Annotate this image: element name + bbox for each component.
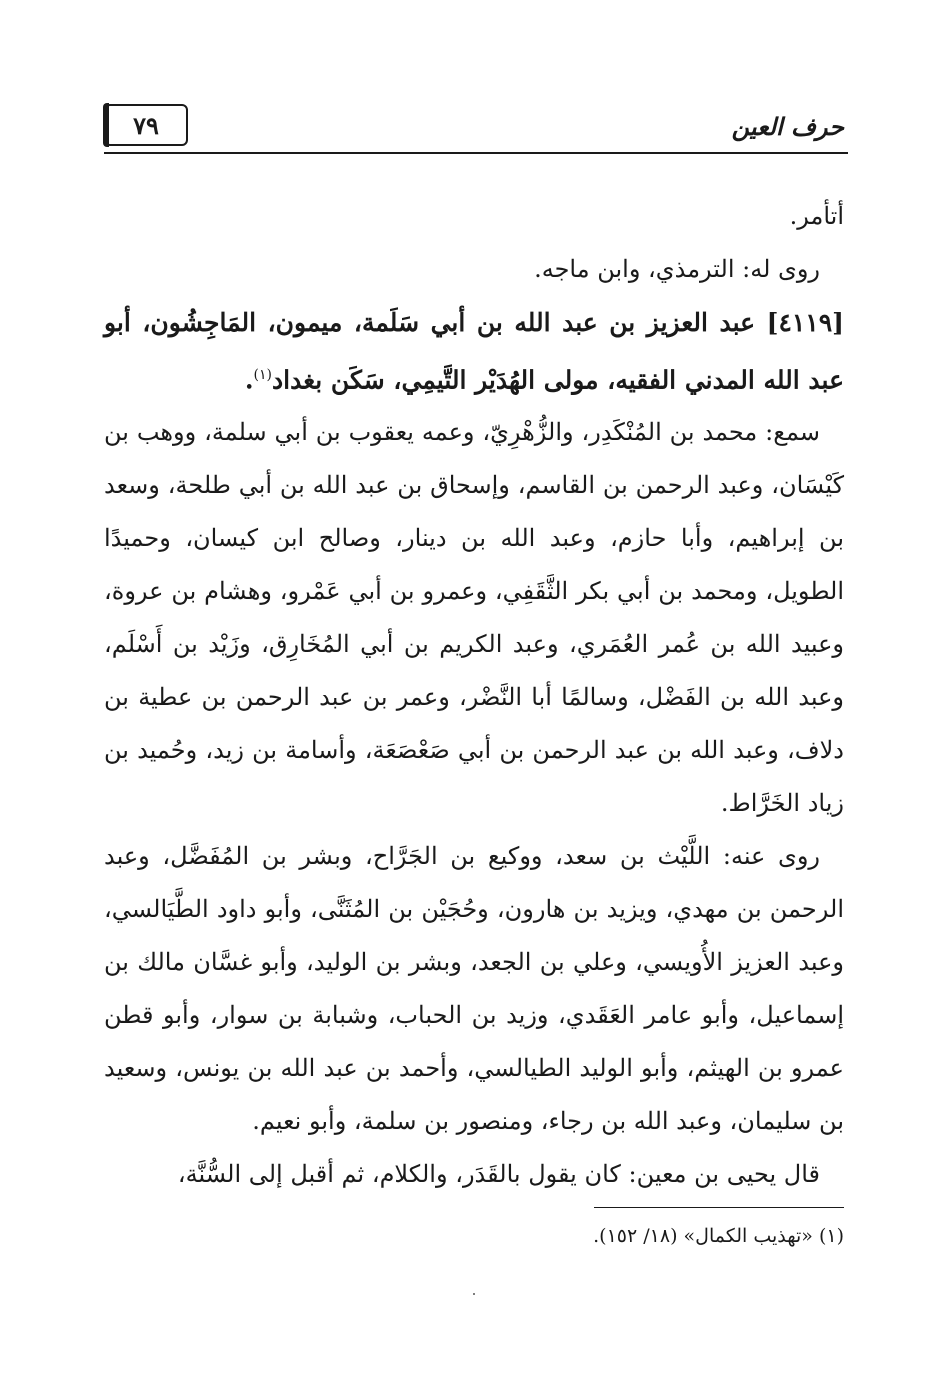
paragraph-continuation: أتأمر.: [789, 202, 844, 230]
speck: [473, 1293, 475, 1295]
footnote: (١) «تهذيب الكمال» (١٨/ ١٥٢).: [593, 1225, 844, 1247]
header-rule: [104, 152, 848, 154]
entry-heading: [104, 296, 844, 406]
entry-heading-end: .: [244, 365, 254, 395]
paragraph-heard-from: سمع: محمد بن المُنْكَدِر، والزُّهْرِيّ، وعمه يعقوب بن أبي سلمة، ووهب بن كَيْسَان، وعبد الرحمن بن القاسم، وإسحاق بن عبد الله بن أبي طلحة، وسعد بن إبراهيم، وأبا حازم، وعبد الله بن دينار، وصالح ابن كيسان، وحميدًا الطويل، ومحمد بن أبي بكر الثَّقَفِي، وعمرو بن أبي عَمْرو، وهشام بن عروة، وعبيد الله بن عُمر العُمَري، وعبد الكريم بن أبي المُخَارِق، وزَيْد بن أَسْلَم، وعبد الله بن الفَضْل، وسالمًا أبا النَّضْر، وعمر بن عبد الرحمن بن عطية بن دلاف، وعبد الله بن عبد الرحمن بن أبي صَعْصَعَة، وأسامة بن زيد، وحُميد بن زياد الخَرَّاط.: [104, 418, 844, 818]
footnote-reference: (١): [253, 367, 272, 383]
page-number: ٧٩: [104, 104, 188, 146]
paragraph-narrated-by: روى عنه: اللَّيْث بن سعد، ووكيع بن الجَرَّاح، وبشر بن المُفَضَّل، وعبد الرحمن بن مهدي، ويزيد بن هارون، وحُجَيْن بن المُثَنَّى، وأبو داود الطَّيَالسي، وعبد العزيز الأُويسي، وعلي بن الجعد، وبشر بن الوليد، وأبو غسَّان مالك بن إسماعيل، وأبو عامر العَقَدي، وزيد بن الحباب، وشبابة بن سوار، وأبو قطن عمرو بن الهيثم، وأبو الوليد الطيالسي، وأحمد بن عبد الله بن يونس، وسعيد بن سليمان، وعبد الله بن رجاء، ومنصور بن سلمة، وأبو نعيم.: [104, 842, 844, 1136]
footnote-rule: [594, 1207, 844, 1208]
running-head: حرف العين: [731, 112, 844, 141]
body-text: [104, 190, 844, 1201]
entry-heading-text: [٤١١٩] عبد العزيز بن عبد الله بن أبي سَلَمة، ميمون، المَاجِشُون، أبو عبد الله المدني الفقيه، مولى الهُدَيْر التَّيمِي، سَكَن بغداد: [104, 308, 844, 395]
paragraph-narrators: روى له: الترمذي، وابن ماجه.: [534, 255, 820, 283]
paragraph-said: قال يحيى بن معين: كان يقول بالقَدَر، والكلام، ثم أقبل إلى السُّنَّة،: [177, 1160, 820, 1189]
